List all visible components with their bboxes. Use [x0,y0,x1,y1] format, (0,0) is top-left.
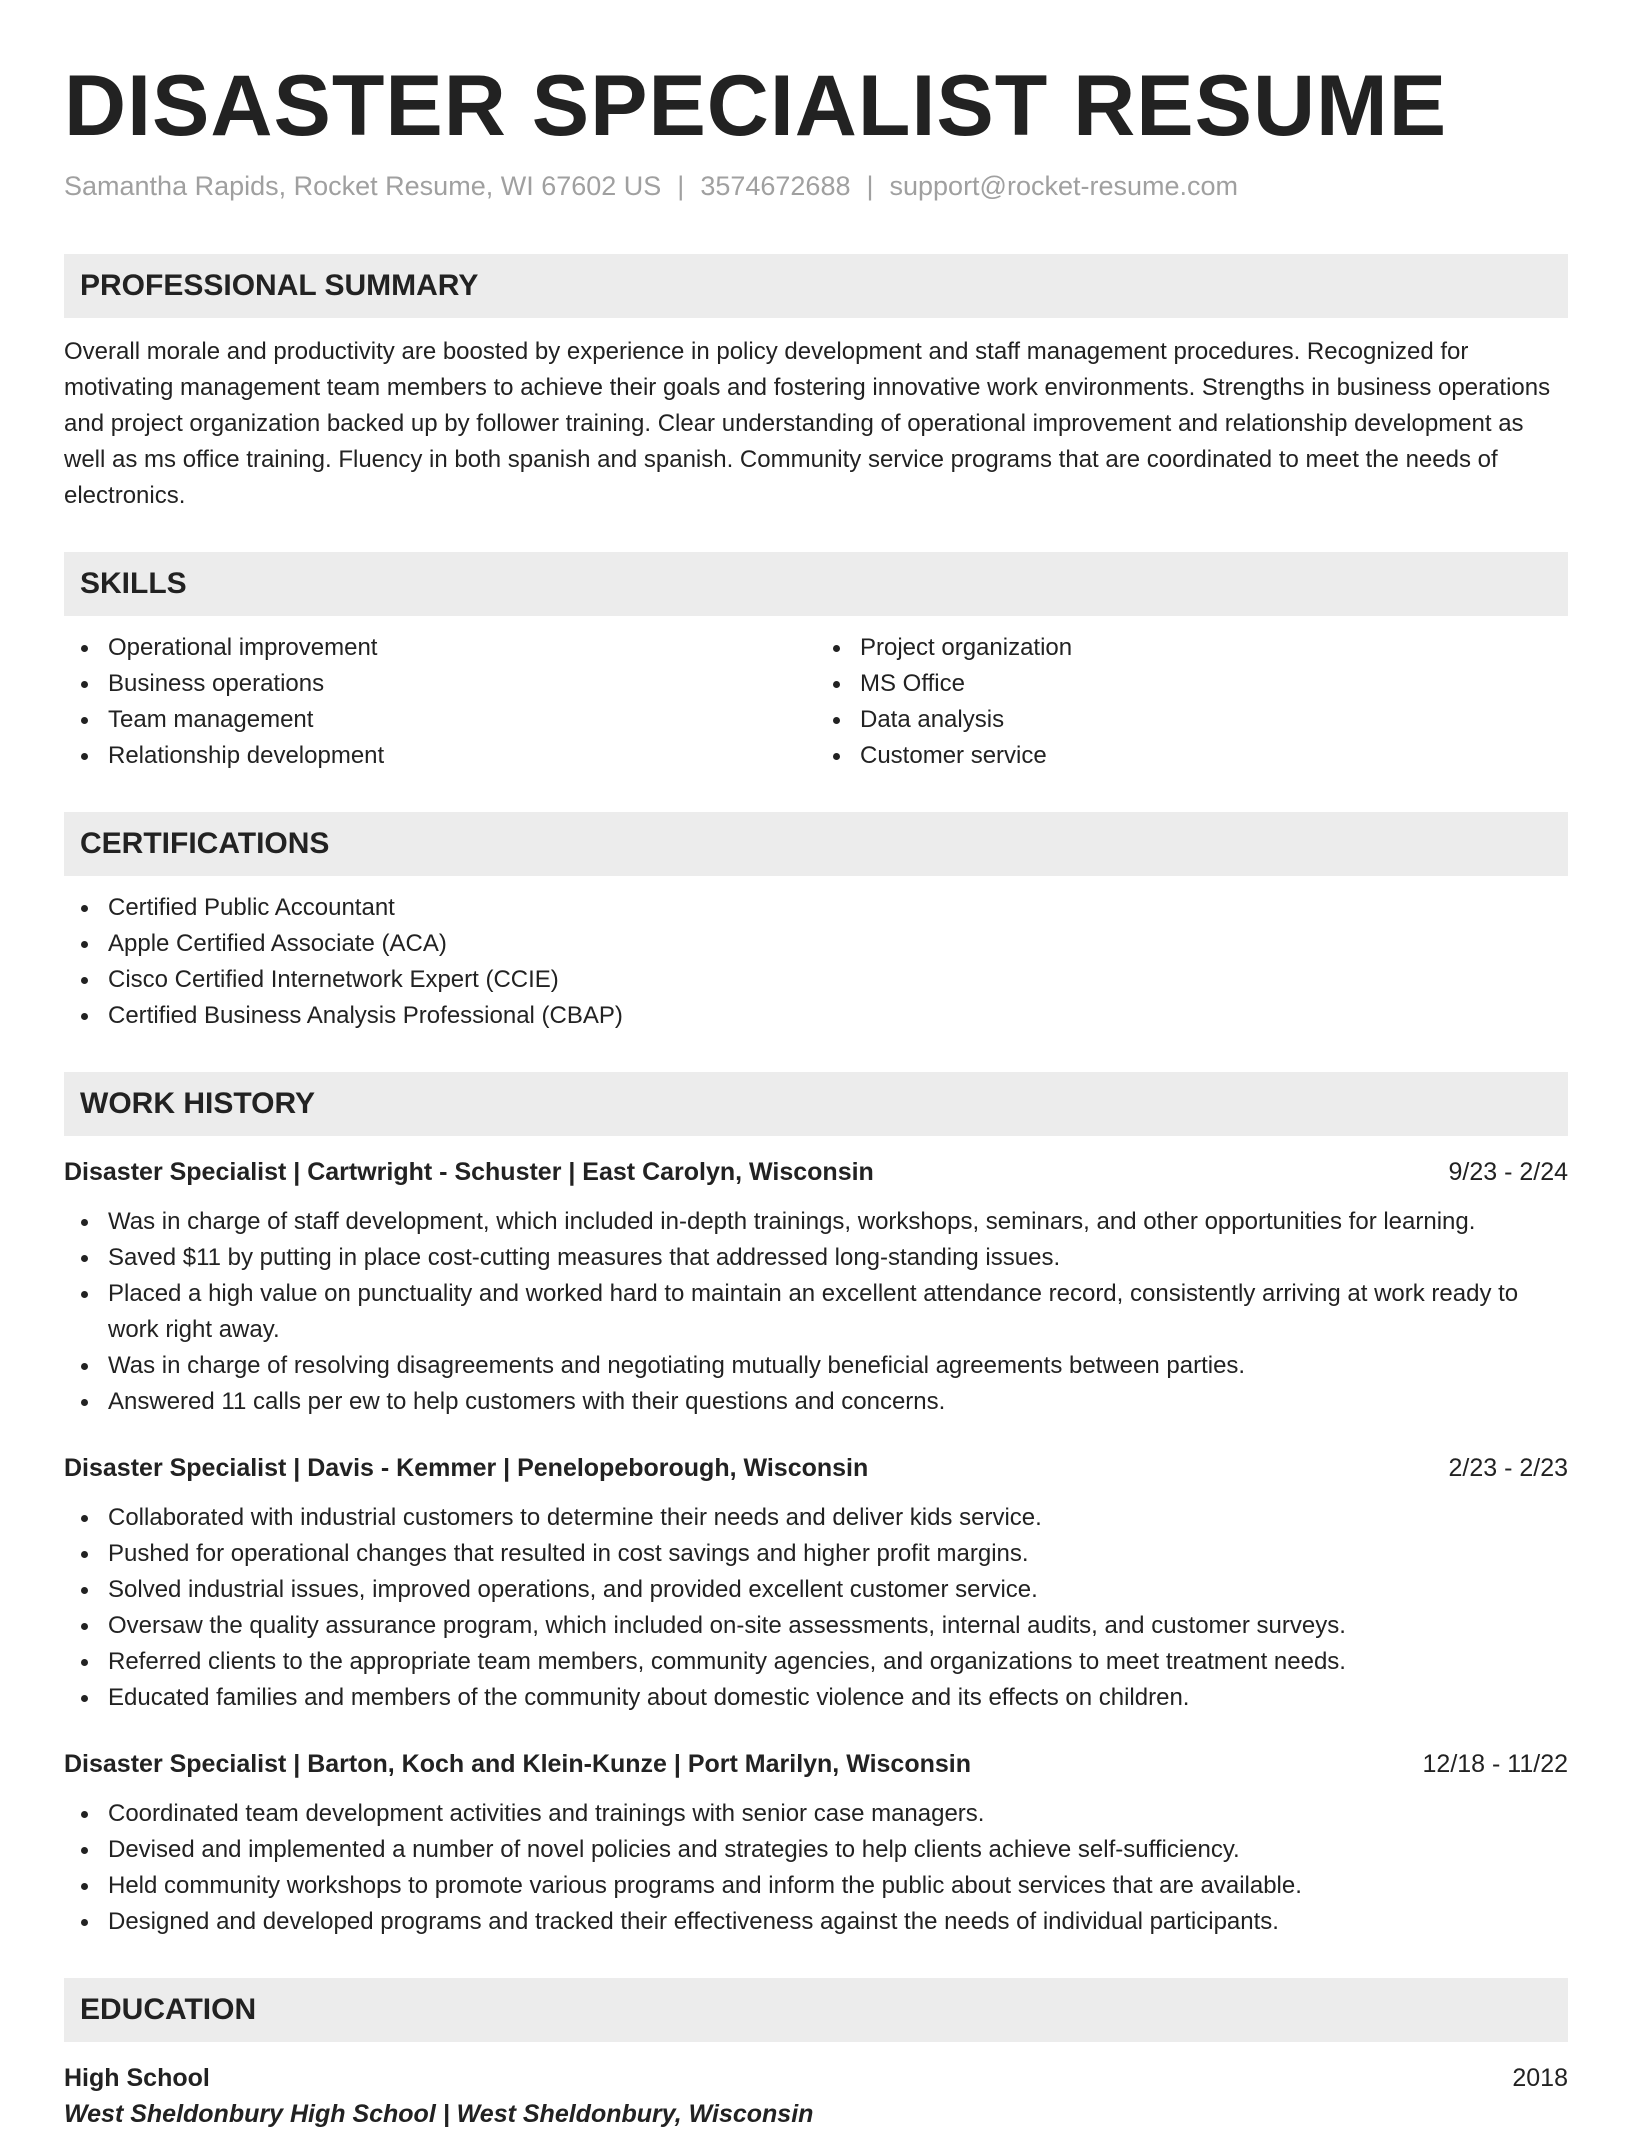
job-bullet: Devised and implemented a number of novel policies and strategies to help clients achieve self-sufficiency. [64,1832,1568,1868]
job-bullets [64,1796,1568,1940]
certification-item: Certified Business Analysis Professional (CBAP) [64,998,1568,1034]
job-title: Disaster Specialist | Davis - Kemmer | Penelopeborough, Wisconsin [64,1454,869,1482]
section-header-work-history: WORK HISTORY [64,1072,1568,1136]
skill-item: Data analysis [816,702,1568,738]
skill-item: Team management [64,702,816,738]
summary-text: Overall morale and productivity are boosted by experience in policy development and staff management procedures. Recognized for motivating management team members to achieve their goals and fostering innovative work environments. Strengths in business operations and project organization backed up by follower training. Clear understanding of operational improvement and relationship development as well as ms office training. Fluency in both spanish and spanish. Community service programs that are coordinated to meet the needs of electronics. [64,338,1551,509]
job-bullet: Was in charge of resolving disagreements and negotiating mutually beneficial agreements between parties. [64,1348,1568,1384]
certifications-list [64,890,1568,1034]
skills-grid [64,616,1568,774]
job-bullet: Was in charge of staff development, which included in-depth trainings, workshops, seminars, and other opportunities for learning. [64,1204,1568,1240]
certification-item: Apple Certified Associate (ACA) [64,926,1568,962]
job-bullets [64,1500,1568,1716]
section-header-certifications: CERTIFICATIONS [64,812,1568,876]
skill-item: Relationship development [64,738,816,774]
education-header [64,2060,1568,2096]
job-bullet: Pushed for operational changes that resulted in cost savings and higher profit margins. [64,1536,1568,1572]
job-bullet: Solved industrial issues, improved operations, and provided excellent customer service. [64,1572,1568,1608]
job-header [64,1154,1568,1190]
job-bullet: Coordinated team development activities and trainings with senior case managers. [64,1796,1568,1832]
skill-item: Operational improvement [64,630,816,666]
job-header [64,1746,1568,1782]
contact-line [64,168,1568,204]
skill-item: Customer service [816,738,1568,774]
certification-item: Certified Public Accountant [64,890,1568,926]
job-bullet: Placed a high value on punctuality and worked hard to maintain an excellent attendance record, consistently arriving at work ready to work right away. [64,1276,1568,1348]
section-header-summary: PROFESSIONAL SUMMARY [64,254,1568,318]
job-bullet: Educated families and members of the community about domestic violence and its effects on children. [64,1680,1568,1716]
job-dates: 12/18 - 11/22 [1422,1750,1568,1778]
job-bullets [64,1204,1568,1420]
job-bullet: Saved $11 by putting in place cost-cutting measures that addressed long-standing issues. [64,1240,1568,1276]
job-bullet: Answered 11 calls per ew to help customers with their questions and concerns. [64,1384,1568,1420]
job-dates: 9/23 - 2/24 [1448,1158,1568,1186]
job-title: Disaster Specialist | Cartwright - Schuster | East Carolyn, Wisconsin [64,1158,874,1186]
contact-phone: 3574672688 [700,171,851,201]
job-bullet: Held community workshops to promote various programs and inform the public about services that are available. [64,1868,1568,1904]
education-degree: High School [64,2064,210,2092]
contact-address: Samantha Rapids, Rocket Resume, WI 67602 US [64,171,662,201]
job-title: Disaster Specialist | Barton, Koch and Klein-Kunze | Port Marilyn, Wisconsin [64,1750,971,1778]
job-bullet: Referred clients to the appropriate team members, community agencies, and organizations to meet treatment needs. [64,1644,1568,1680]
job-dates: 2/23 - 2/23 [1448,1454,1568,1482]
certification-item: Cisco Certified Internetwork Expert (CCIE) [64,962,1568,998]
section-header-skills: SKILLS [64,552,1568,616]
contact-email: support@rocket-resume.com [889,171,1239,201]
resume-title: DISASTER SPECIALIST RESUME [64,58,1448,154]
skill-item: Project organization [816,630,1568,666]
skills-list-left [64,630,816,774]
education-year: 2018 [1512,2064,1568,2092]
job-bullet: Oversaw the quality assurance program, which included on-site assessments, internal audits, and customer surveys. [64,1608,1568,1644]
job-header [64,1450,1568,1486]
section-header-education: EDUCATION [64,1978,1568,2042]
job-bullet: Designed and developed programs and tracked their effectiveness against the needs of individual participants. [64,1904,1568,1940]
skill-item: MS Office [816,666,1568,702]
contact-separator: | [677,171,685,201]
skills-list-right [816,630,1568,774]
job-bullet: Collaborated with industrial customers to determine their needs and deliver kids service. [64,1500,1568,1536]
education-school: West Sheldonbury High School | West Sheldonbury, Wisconsin [64,2100,814,2128]
contact-separator: | [866,171,874,201]
skill-item: Business operations [64,666,816,702]
